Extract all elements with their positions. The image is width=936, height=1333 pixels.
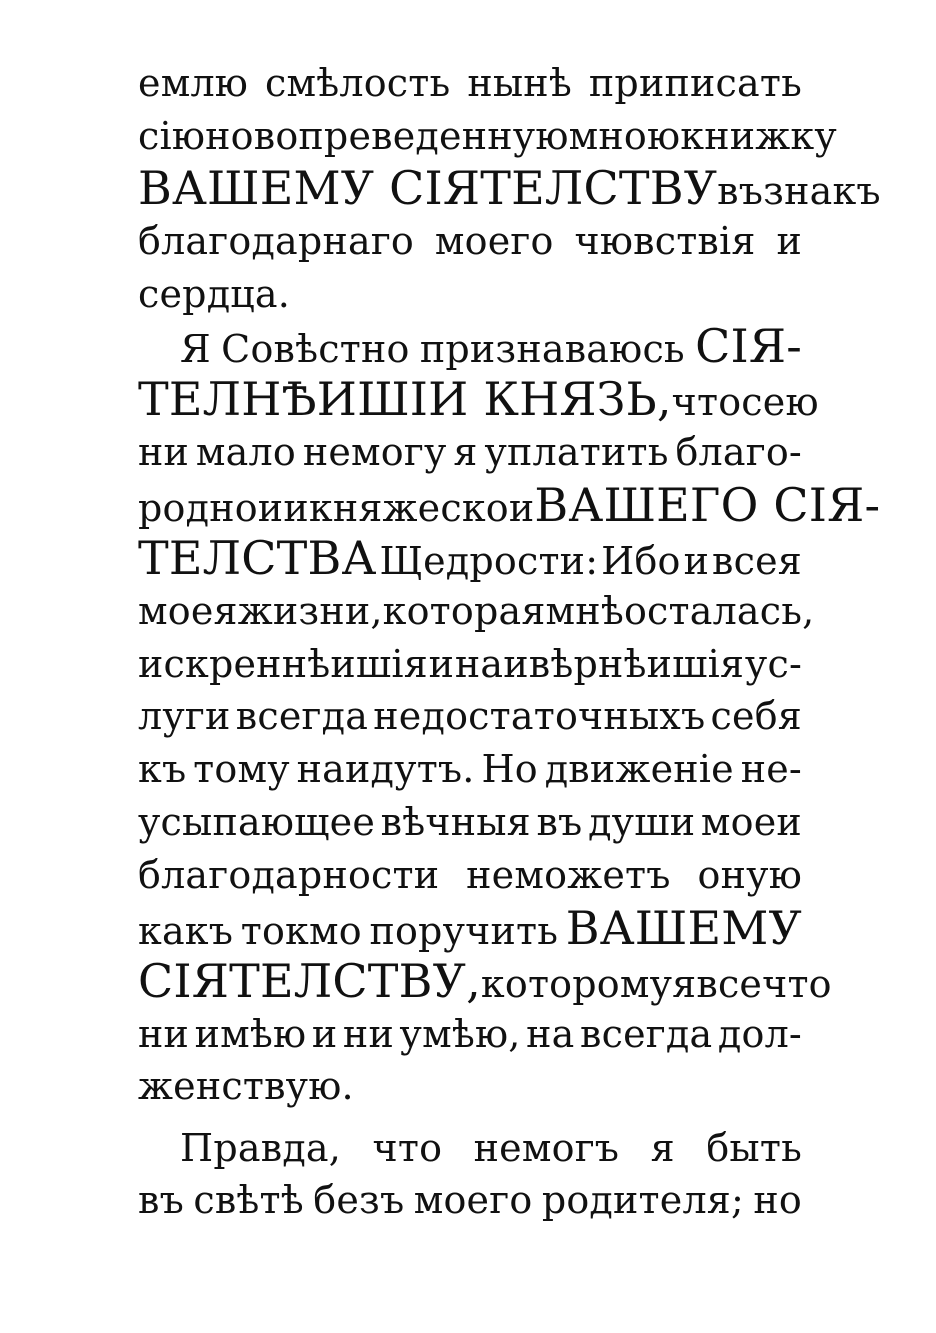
word: но — [753, 1178, 802, 1222]
word: что — [762, 962, 832, 1006]
text-line — [138, 800, 802, 844]
word: СІЯТЕЛСТВУ, — [138, 954, 481, 1008]
word: токмо — [240, 909, 362, 953]
word: имѣю — [194, 1012, 307, 1056]
word: сердца. — [138, 272, 291, 316]
text-line — [180, 1126, 802, 1170]
word: вѣчныя — [380, 800, 531, 844]
word: благодарнаго — [138, 219, 415, 263]
text-line — [138, 219, 802, 263]
word: наидутъ. — [296, 747, 475, 791]
word: дол- — [717, 1012, 802, 1056]
word: что — [671, 380, 742, 424]
word: родителя; — [541, 1178, 744, 1222]
word: Совѣстно — [221, 327, 410, 371]
word: благо- — [675, 430, 802, 474]
word: что — [372, 1126, 443, 1170]
word: души — [588, 800, 696, 844]
text-line — [138, 901, 802, 955]
word: въ — [717, 169, 764, 213]
word: ни — [342, 1012, 394, 1056]
text-line — [138, 161, 881, 215]
text-line — [138, 114, 837, 158]
word: я — [650, 1126, 675, 1170]
word: все — [696, 962, 763, 1006]
word: княжескои — [308, 486, 535, 530]
word: всея — [712, 539, 802, 583]
word: которая — [382, 589, 546, 633]
word: неможетъ — [466, 853, 671, 897]
word: недостаточныхъ — [373, 694, 706, 738]
word: ТЕЛНѢИШІИ КНЯЗЬ, — [138, 372, 672, 426]
word: ус- — [744, 642, 802, 686]
word: и — [311, 1012, 338, 1056]
word: осталась, — [623, 589, 815, 633]
word: наивѣрнѣишія — [454, 642, 745, 686]
word: и — [683, 539, 710, 583]
text-line — [138, 694, 802, 738]
word: благодарности — [138, 853, 440, 897]
word: сею — [741, 380, 819, 424]
text-line — [138, 589, 815, 633]
word: сію — [138, 114, 206, 158]
text-line — [138, 747, 802, 791]
word: я — [453, 430, 478, 474]
word: приписать — [588, 61, 802, 105]
word: которому — [480, 962, 673, 1006]
word: ВАШЕМУ СІЯТЕЛСТВУ — [138, 161, 718, 215]
word: искреннѣишія — [138, 642, 428, 686]
word: на — [526, 1012, 575, 1056]
word: Ибо — [601, 539, 681, 583]
word: новопреведенную — [205, 114, 569, 158]
word: ни — [138, 430, 190, 474]
word: жизни, — [237, 589, 383, 633]
text-line — [138, 954, 832, 1008]
text-line — [138, 853, 802, 897]
word: луги — [138, 694, 231, 738]
word: женствую. — [138, 1064, 354, 1108]
word: всегда — [580, 1012, 713, 1056]
word: всегда — [235, 694, 369, 738]
word: я — [672, 962, 697, 1006]
word: уплатить — [484, 430, 669, 474]
word: моего — [413, 1178, 533, 1222]
word: емлю — [138, 61, 249, 105]
word: немогу — [302, 430, 447, 474]
word: тому — [193, 747, 290, 791]
word: къ — [138, 747, 187, 791]
text-line — [138, 1012, 802, 1056]
word: моея — [138, 589, 238, 633]
word: въ — [138, 1178, 184, 1222]
word: роднои — [138, 486, 284, 530]
word: немогъ — [473, 1126, 620, 1170]
word: смѣлость — [265, 61, 451, 105]
word: СІЯ- — [695, 319, 802, 373]
text-line — [138, 372, 819, 426]
word: усыпающее — [138, 800, 376, 844]
word: мало — [195, 430, 296, 474]
word: быть — [706, 1126, 802, 1170]
word: книжку — [680, 114, 837, 158]
word: и — [428, 642, 455, 686]
word: и — [776, 219, 802, 263]
word: моего — [434, 219, 554, 263]
word: оную — [697, 853, 802, 897]
word: Щедрости: — [379, 539, 599, 583]
word: поручить — [369, 909, 559, 953]
word: моеи — [700, 800, 802, 844]
text-line — [138, 1064, 802, 1108]
word: признаваюсь — [419, 327, 685, 371]
word: ТЕЛСТВА — [138, 531, 377, 585]
text-line — [138, 272, 802, 316]
text-line — [138, 478, 881, 532]
word: движеніе — [544, 747, 734, 791]
word: ВАШЕГО СІЯ- — [534, 478, 881, 532]
word: какъ — [138, 909, 234, 953]
word: мною — [568, 114, 681, 158]
word: чювствія — [574, 219, 756, 263]
text-line — [138, 1178, 802, 1222]
word: ВАШЕМУ — [565, 901, 802, 955]
word: Правда, — [180, 1126, 342, 1170]
text-line — [138, 61, 802, 105]
text-line — [180, 319, 802, 373]
text-line — [138, 531, 802, 585]
word: нынѣ — [467, 61, 572, 105]
word: мнѣ — [545, 589, 624, 633]
word: себя — [710, 694, 802, 738]
word: безъ — [313, 1178, 405, 1222]
word: и — [283, 486, 309, 530]
word: Я — [180, 327, 211, 371]
word: ни — [138, 1012, 190, 1056]
word: умѣю, — [399, 1012, 521, 1056]
word: Но — [481, 747, 538, 791]
word: не- — [740, 747, 802, 791]
word: въ — [536, 800, 583, 844]
word: знакъ — [763, 169, 881, 213]
text-line — [138, 430, 802, 474]
text-line — [138, 642, 802, 686]
word: свѣтѣ — [193, 1178, 304, 1222]
